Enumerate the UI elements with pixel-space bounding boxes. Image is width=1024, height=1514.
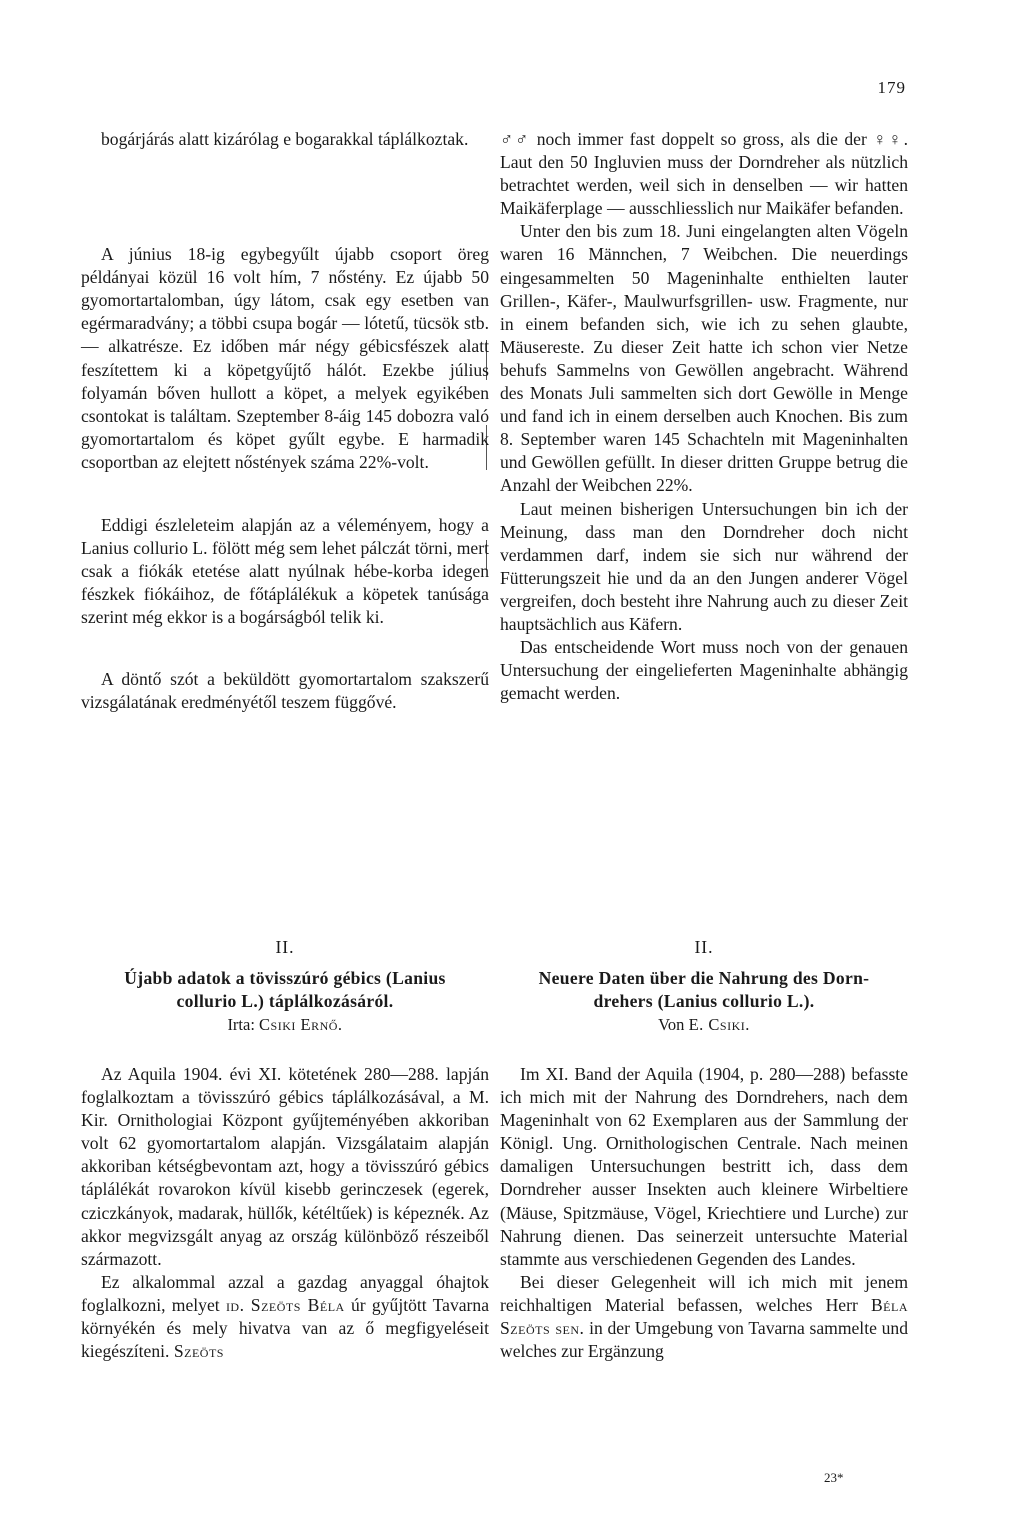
left-paragraph-1: bogárjárás alatt kizárólag e bogarakkal táplálkoztak. (101, 129, 469, 149)
left-paragraph-4: A döntő szót a beküldött gyomortartalom szakszerű vizsgálatának eredményétől teszem függővé. (81, 668, 489, 712)
left-paragraph-5: Az Aquila 1904. évi XI. kötetének 280—288. lapján foglalkoztam a tövisszúró gébics táplálkozásával, a M. Kir. Ornithologiai Központ gyűjteményében akkoriban volt 62 gyomortartalom alapján. Vizsgálataim alapján akkoriban kétségbevontam azt, hogy a tövisszúró gébics táplálékát rovarokon kívül kisebb gerinczesek (egerek, cziczkányok, madarak, hüllők, kétéltűek) is képeznék. Az akkor megvizsgált anyag az ország különböző részeiből származott. (81, 1064, 489, 1269)
left-byline-prefix: Irta: (227, 1015, 260, 1035)
left-paragraph-2: A június 18-ig egybegyűlt újabb csoport öreg példányai közül 16 volt hím, 7 nőstény. Ez újabb 50 gyomortartalomban, úgy látom, csak egy esetben van egérmaradvány; a többi csupa bogár — lótetű, tücsök stb. — alkatrésze. Ez időben már négy gébicsfészek alatt feszítettem ki a köpetgyűjtő hálót. Ezekbe július folyamán bőven hullott a köpet, a melyek egyikében csontokat is találtam. Szeptember 8-áig 145 dobozra való gyomortartalom és köpet gyűlt egybe. E harmadik csoportban az elejtett nőstények száma 22%-volt. (81, 244, 489, 472)
right-paragraph-6-text-a: Bei dieser Gelegenheit will ich mich mit jenem reichhaltigen Material befassen, welches Herr (500, 1271, 908, 1315)
left-paragraph-3: Eddigi észleleteim alapján az a véleményem, hogy a Lanius collurio L. fölött még sem lehet pálczát törni, mert csak a fiókák etetése alatt nyúlnak hébe-korba idegen fészkek fiókáihoz, de főtáplálékuk a köpetek tanúsága szerint még ekkor is a bogárságból telik ki. (81, 515, 489, 628)
right-paragraph-6-name: Béla Szeöts sen. (500, 1294, 908, 1339)
left-section-numeral: II. (275, 937, 295, 957)
left-paragraph-6-id: id. (225, 1294, 245, 1315)
right-byline-author: E. Csiki. (688, 1015, 750, 1035)
left-byline-author: Csiki Ernő. (259, 1015, 343, 1035)
left-paragraph-6-name-1: Szeöts Béla (250, 1294, 345, 1315)
right-byline-prefix: Von (658, 1015, 689, 1035)
page-number: 179 (877, 78, 906, 97)
right-section-heading (500, 936, 908, 1036)
right-section-title-line-1: Neuere Daten über die Nahrung des Dorn- (538, 968, 870, 989)
right-section-title-line-2: drehers (Lanius collurio L.). (593, 991, 815, 1012)
right-paragraph-6 (500, 1271, 908, 1363)
right-paragraph-5: Im XI. Band der Aquila (1904, p. 280—288) befasste ich mich mit der Nahrung des Dorndrehers, nach dem Mageninhalt von 62 Exemplaren aus der Sammlung der Königl. Ung. Ornithologischen Centrale. Nach meinen damaligen Untersuchungen bestritt ich, dass dem Dorndreher ausser Insekten auch kleinere Wirbeltiere (Mäuse, Spitzmäuse, Vögel, Kriechtiere und Lurche) zur Nahrung dienen. Das seinerzeit untersuchte Material stammte aus verschiedenen Gegenden des Landes. (500, 1064, 908, 1269)
left-byline (81, 1013, 489, 1036)
right-paragraph-1: ♂♂ noch immer fast doppelt so gross, als die der ♀♀. Laut den 50 Ingluvien muss der Dorndreher als nützlich betrachtet werden, weil sich in denselben — wir hatten Maikäferplage — ausschliesslich nur Maikäfer befanden. (500, 129, 908, 219)
left-paragraph-6-text-a: Ez alkalommal azzal a gazdag anyaggal óhajtok foglalkozni, melyet (81, 1271, 489, 1315)
left-column-upper (81, 128, 489, 714)
left-paragraph-6-name-2: Szeöts (173, 1341, 224, 1362)
right-paragraph-6-text-b: in der Umgebung von Tavarna sammelte und welches zur Ergänzung (500, 1318, 908, 1362)
left-paragraph-6 (81, 1271, 489, 1363)
right-paragraph-2: Unter den bis zum 18. Juni eingelangten alten Vögeln waren 16 Männchen, 7 Weibchen. Die neuerdings eingesammelten 50 Mageninhalte enthielten lauter Grillen-, Käfer-, Maulwurfsgrillen- usw. Fragmente, nur in einem befanden sich, wie ich zu sehen glaubte, Mäusereste. Zu dieser Zeit hatte ich schon vier Netze behufs Sammelns von Gewöllen angebracht. Während des Monats Juli sammelten sich dort Gewölle in Menge und fand ich in einem derselben auch Knochen. Bis zum 8. September waren 145 Schachteln mit Mageninhalten und Gewöllen gefüllt. In dieser dritten Gruppe betrug die Anzahl der Weibchen 22%. (500, 221, 908, 496)
left-column-lower (81, 1063, 489, 1363)
left-section-heading (81, 936, 489, 1036)
left-section-title-line-1: Újabb adatok a tövisszúró gébics (Lanius (124, 968, 446, 989)
right-paragraph-3: Laut meinen bisherigen Untersuchungen bin ich der Meinung, dass man den Dorndreher doch nicht verdammen darf, indem sie sich nur während der Fütterungszeit hie und da an den Jungen anderer Vögel vergreifen, doch besteht ihre Nahrung auch zu dieser Zeit hauptsächlich aus Käfern. (500, 498, 908, 634)
right-paragraph-4: Das entscheidende Wort muss noch von der genauen Untersuchung der eingelieferten Mageninhalte abhängig gemacht werden. (500, 637, 908, 704)
signature-mark: 23* (824, 1470, 844, 1485)
left-paragraph-6-text-c: úr gyűjtött Tavarna környékén és mely hivatva van az ő megfigyeléseit kiegészíteni. (81, 1294, 490, 1362)
right-column-lower (500, 1063, 908, 1363)
right-section-numeral: II. (694, 937, 714, 957)
right-column-upper (500, 128, 908, 705)
left-section-title-line-2: collurio L.) táplálkozásáról. (176, 991, 394, 1012)
right-byline (500, 1013, 908, 1036)
